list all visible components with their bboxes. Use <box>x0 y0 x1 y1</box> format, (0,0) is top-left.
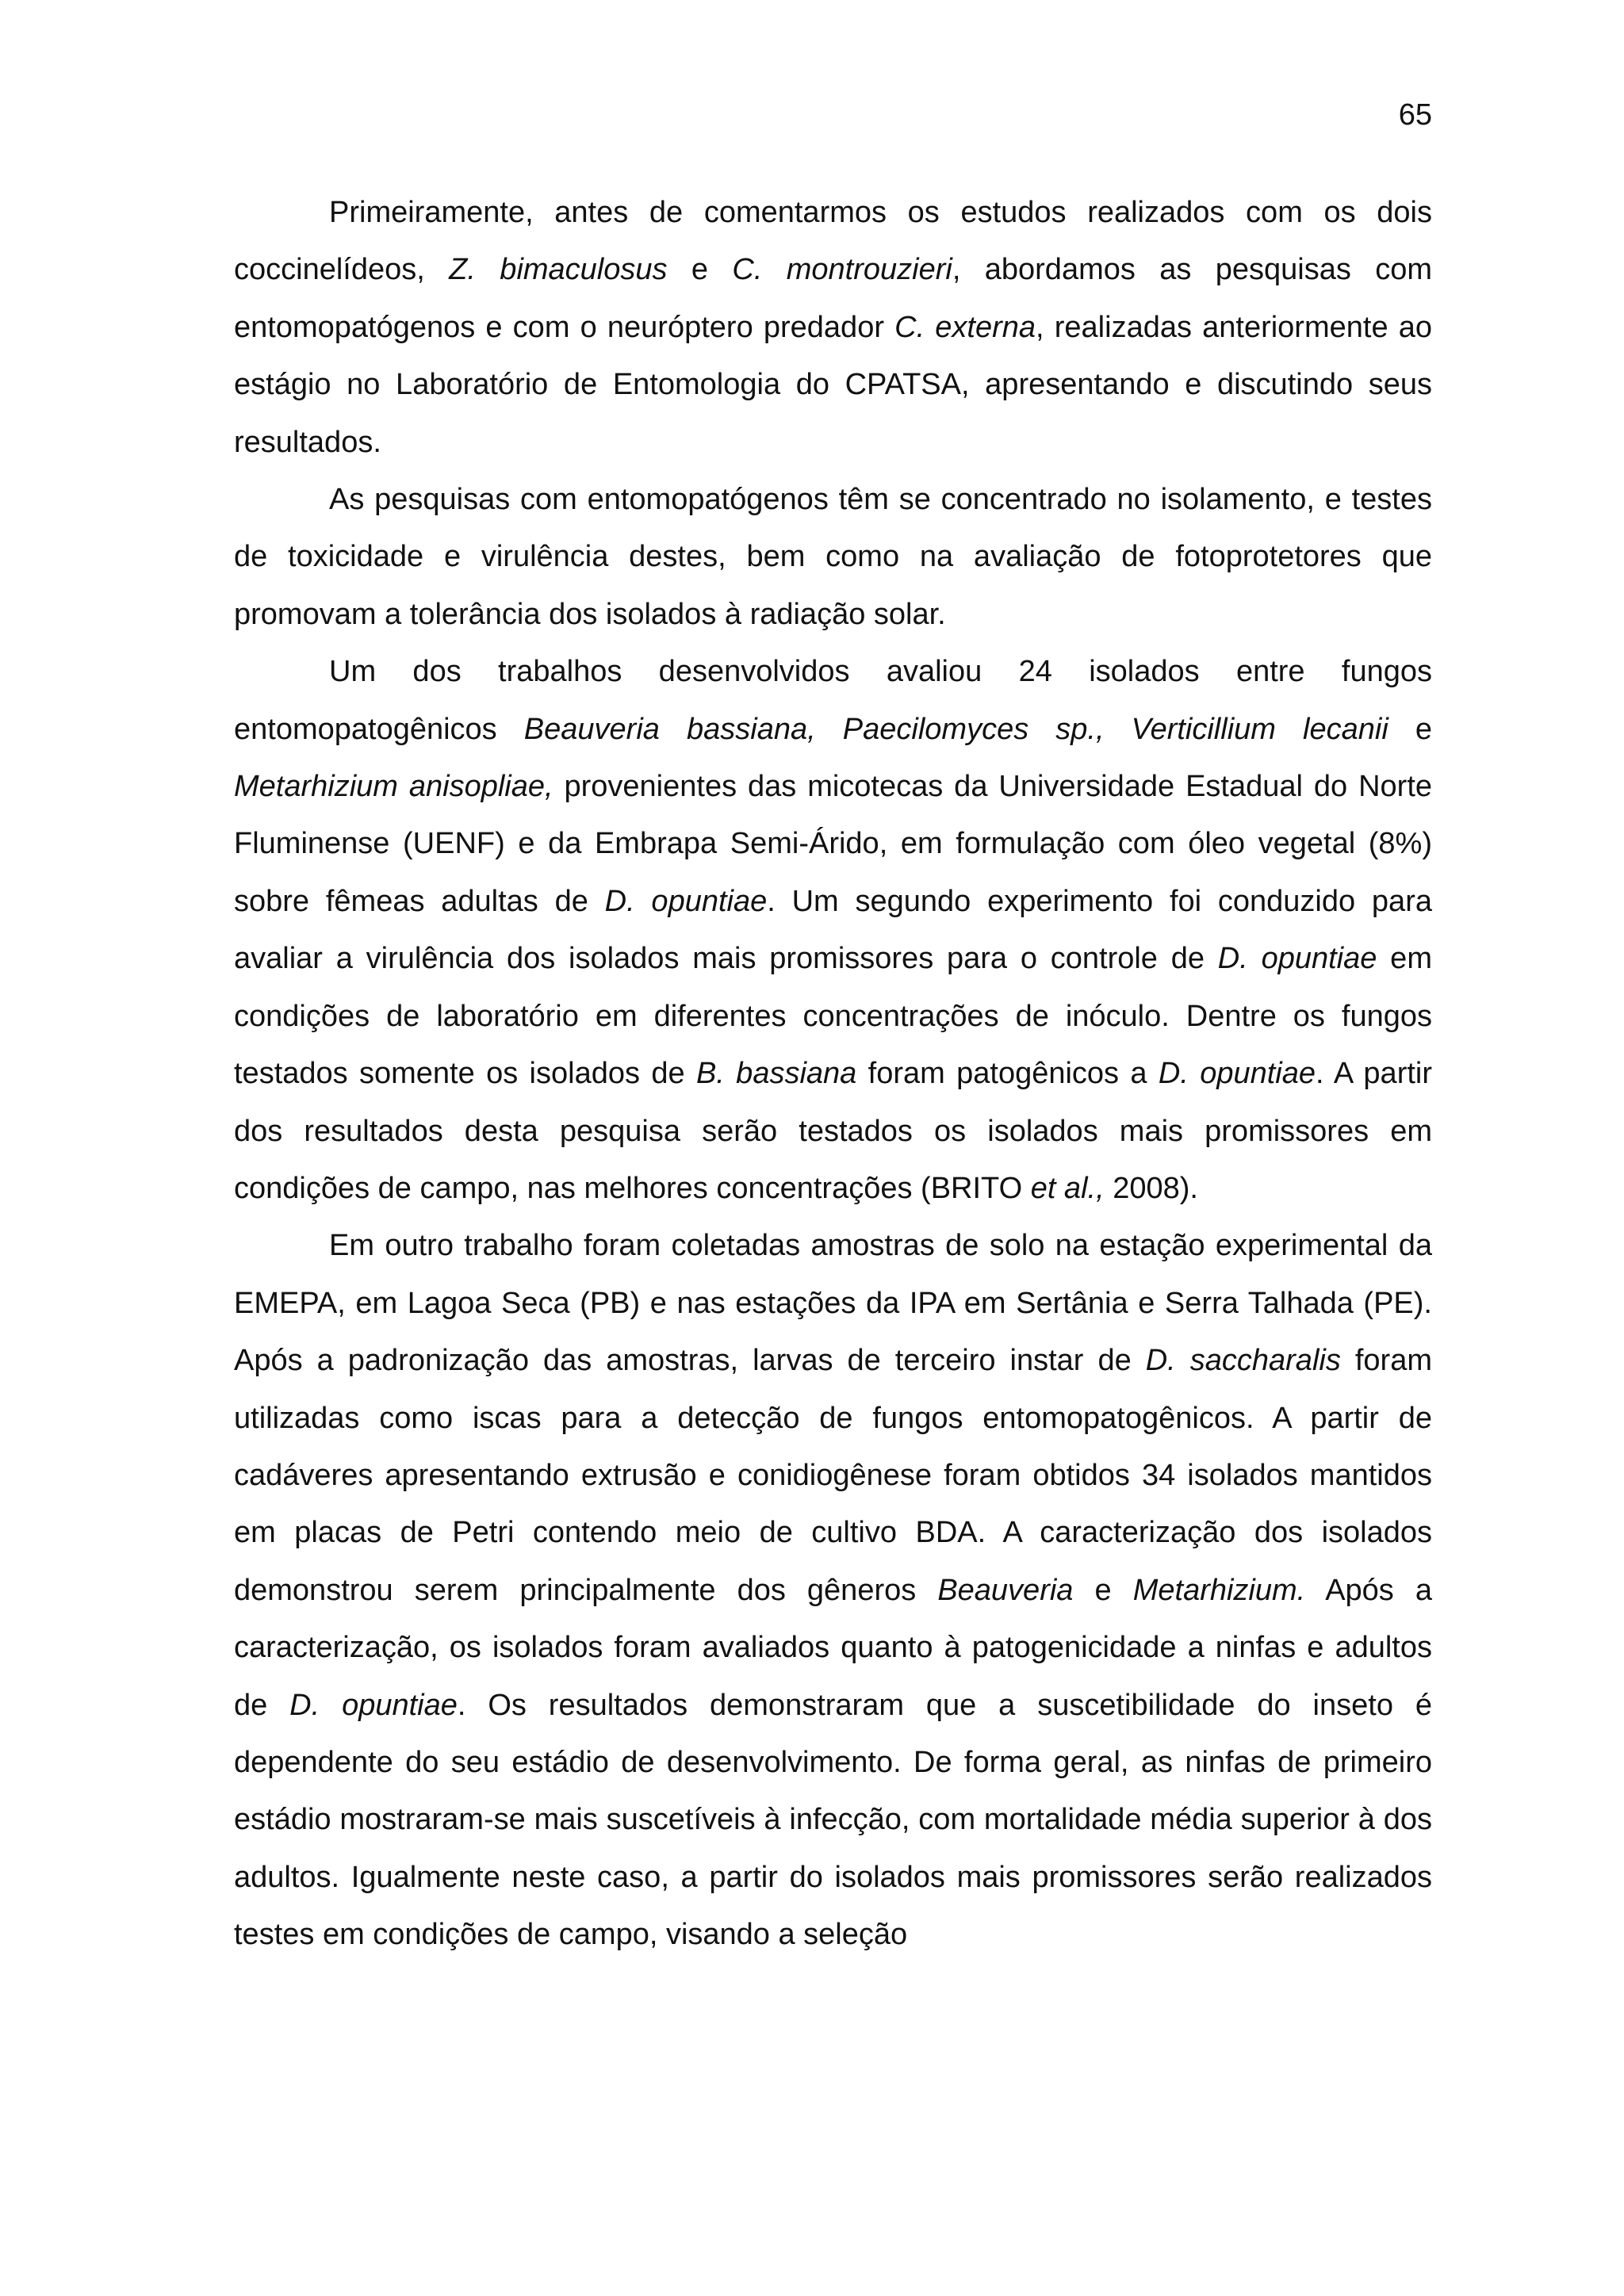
italic-text: B. bassiana <box>695 1057 857 1091</box>
italic-text: D. opuntiae <box>1217 942 1377 976</box>
paragraph <box>234 1217 1432 1963</box>
italic-text: Metarhizium. <box>1132 1573 1306 1607</box>
italic-text: D. saccharalis <box>1145 1344 1341 1378</box>
paragraph <box>234 184 1432 471</box>
text-segment: em condições de laboratório em diferentes concentrações de inóculo. Dentre os fungos testados somente os isolados de <box>234 942 1432 1091</box>
italic-text: Z. bimaculosus <box>449 253 668 287</box>
text-segment: Primeiramente, antes de comentarmos os estudos realizados com os dois coccinelídeos, <box>234 196 1432 287</box>
text-segment: foram patogênicos a <box>856 1057 1159 1091</box>
italic-text: et al., <box>1030 1171 1105 1205</box>
page-number: 65 <box>1398 98 1432 132</box>
text-segment: Após a caracterização, os isolados foram avaliados quanto à patogenicidade a ninfas e adultos de <box>234 1573 1433 1722</box>
document-body <box>234 184 1432 1964</box>
paragraph <box>234 643 1432 1217</box>
italic-text: C. externa <box>894 310 1036 344</box>
text-segment: . Um segundo experimento foi conduzido para avaliar a virulência dos isolados mais promissores para o controle de <box>234 884 1432 976</box>
italic-text: C. montrouzieri <box>732 253 952 287</box>
text-segment: , abordamos as pesquisas com entomopatógenos e com o neuróptero predador <box>234 253 1432 344</box>
text-segment: e <box>1388 712 1432 746</box>
italic-text: Metarhizium anisopliae, <box>234 770 553 804</box>
text-segment: Em outro trabalho foram coletadas amostras de solo na estação experimental da EMEPA, em Lagoa Seca (PB) e nas estações da IPA em Sertânia e Serra Talhada (PE). Após a padronização das amostras, larvas de terceiro instar de <box>234 1229 1432 1378</box>
text-segment: . A partir dos resultados desta pesquisa serão testados os isolados mais promissores em condições de campo, nas melhores concentrações (BRITO <box>234 1057 1433 1205</box>
text-segment: As pesquisas com entomopatógenos têm se concentrado no isolamento, e testes de toxicidade e virulência destes, bem como na avaliação de fotoprotetores que promovam a tolerância dos isolados à radiação solar. <box>234 483 1432 631</box>
text-segment: e <box>667 253 733 287</box>
text-segment: provenientes das micotecas da Universidade Estadual do Norte Fluminense (UENF) e da Embrapa Semi-Árido, em formulação com óleo vegetal (8%) sobre fêmeas adultas de <box>234 770 1433 918</box>
text-segment: 2008). <box>1104 1171 1198 1205</box>
text-segment: , realizadas anteriormente ao estágio no Laboratório de Entomologia do CPATSA, apresentando e discutindo seus resultados. <box>234 310 1432 459</box>
italic-text: D. opuntiae <box>289 1688 458 1722</box>
italic-text: D. opuntiae <box>1158 1057 1316 1091</box>
paragraph <box>234 471 1432 643</box>
italic-text: Beauveria <box>937 1573 1074 1607</box>
italic-text: D. opuntiae <box>604 884 768 918</box>
text-segment: foram utilizadas como iscas para a detecção de fungos entomopatogênicos. A partir de cadáveres apresentando extrusão e conidiogênese foram obtidos 34 isolados mantidos em placas de Petri contendo meio de cultivo BDA. A caracterização dos isolados demonstrou serem principalmente dos gêneros <box>234 1344 1432 1607</box>
text-segment: Um dos trabalhos desenvolvidos avaliou 24 isolados entre fungos entomopatogênicos <box>234 655 1432 746</box>
text-segment: e <box>1073 1573 1133 1607</box>
text-segment: . Os resultados demonstraram que a suscetibilidade do inseto é dependente do seu estádio de desenvolvimento. De forma geral, as ninfas de primeiro estádio mostraram-se mais suscetíveis à infecção, com mortalidade média superior à dos adultos. Igualmente neste caso, a partir do isolados mais promissores serão realizados testes em condições de campo, visando a seleção <box>234 1688 1432 1952</box>
italic-text: Beauveria bassiana, Paecilomyces sp., Verticillium lecanii <box>523 712 1388 746</box>
